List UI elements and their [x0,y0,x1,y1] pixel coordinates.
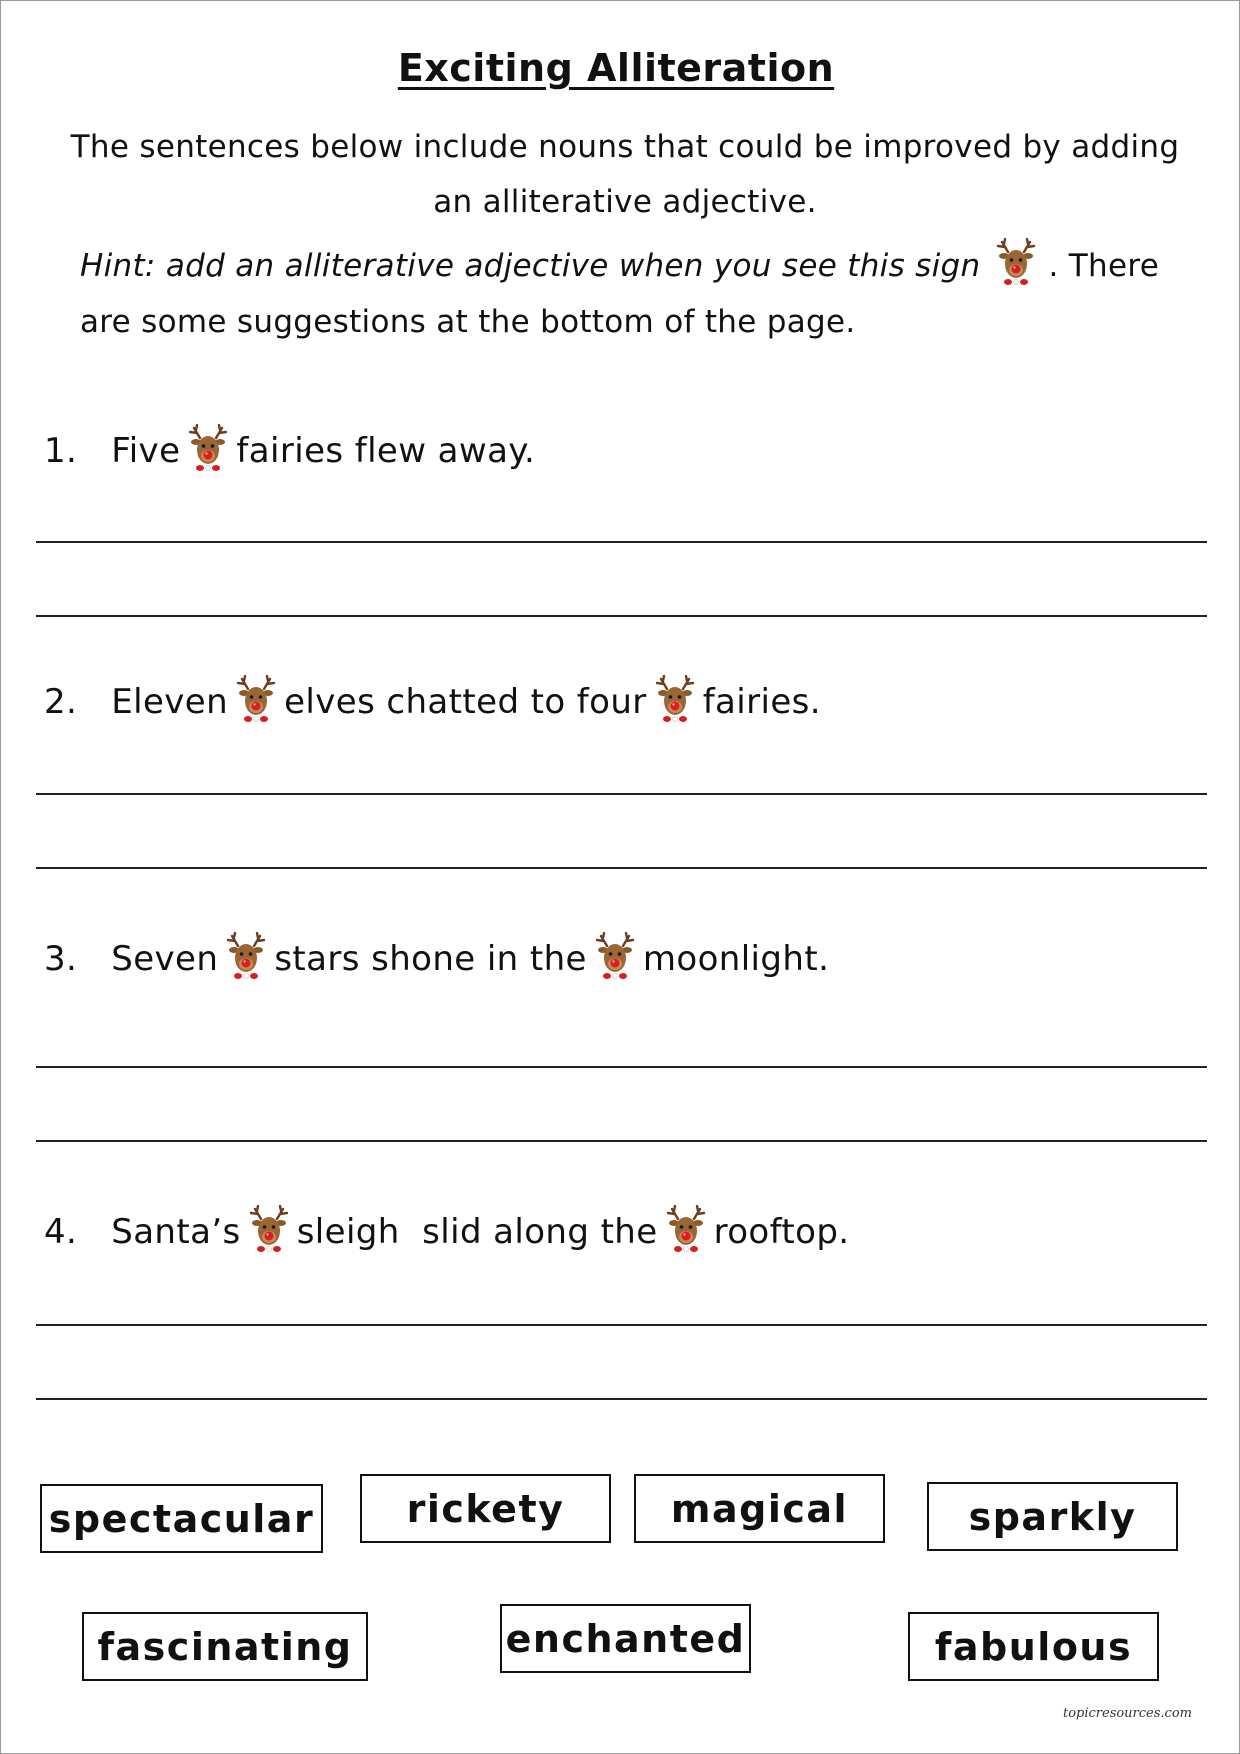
sentence-part: Five [111,431,181,471]
writing-line [36,1140,1207,1142]
sentence-1 [44,424,535,472]
page-title: Exciting Alliteration [397,46,835,90]
writing-line [36,1066,1207,1068]
word-bank-item: sparkly [927,1482,1178,1551]
hint-label: Hint: [80,248,156,284]
sentence-part: moonlight. [642,939,830,979]
sentence-part: fairies. [702,682,822,722]
footer-credit: topicresources.com [1062,1706,1192,1721]
sentence-part: fairies flew away. [236,431,536,471]
word-bank-item: fabulous [908,1612,1159,1681]
reindeer-icon [247,1205,291,1253]
sentence-part: Eleven [111,682,229,722]
sentence-number: 2. [44,682,78,722]
writing-line [36,615,1207,617]
writing-line [36,1398,1207,1400]
reindeer-icon [653,675,697,723]
writing-line [36,541,1207,543]
reindeer-icon [994,238,1038,286]
reindeer-icon [224,932,268,980]
sentence-part: rooftop. [713,1212,850,1252]
word-bank-item: magical [634,1474,885,1543]
hint-text [80,238,1160,350]
word-bank-item: spectacular [40,1484,323,1553]
intro-text: The sentences below include nouns that could be improved by adding an alliterative adjective. [70,129,1180,220]
sentence-number: 3. [44,939,78,979]
writing-line [36,867,1207,869]
word-bank-item: fascinating [82,1612,368,1681]
word-bank-item: enchanted [500,1604,751,1673]
reindeer-icon [234,675,278,723]
sentence-part: Seven [111,939,219,979]
writing-line [36,1324,1207,1326]
sentence-4 [44,1205,850,1253]
writing-line [36,793,1207,795]
reindeer-icon [593,932,637,980]
sentence-3 [44,932,829,980]
sentence-number: 1. [44,431,78,471]
sentence-part: elves chatted to four [284,682,647,722]
sentence-number: 4. [44,1212,78,1252]
sentence-part: stars shone in the [274,939,587,979]
word-bank-item: rickety [360,1474,611,1543]
sentence-part: sleigh slid along the [296,1212,658,1252]
sentence-2 [44,675,821,723]
reindeer-icon [186,424,230,472]
hint-italic-text: add an alliterative adjective when you see this sign [165,248,981,284]
hint-after-text: . There are some suggestions at the bottom of the page. [80,248,1160,340]
reindeer-icon [664,1205,708,1253]
sentence-part: Santa’s [111,1212,241,1252]
